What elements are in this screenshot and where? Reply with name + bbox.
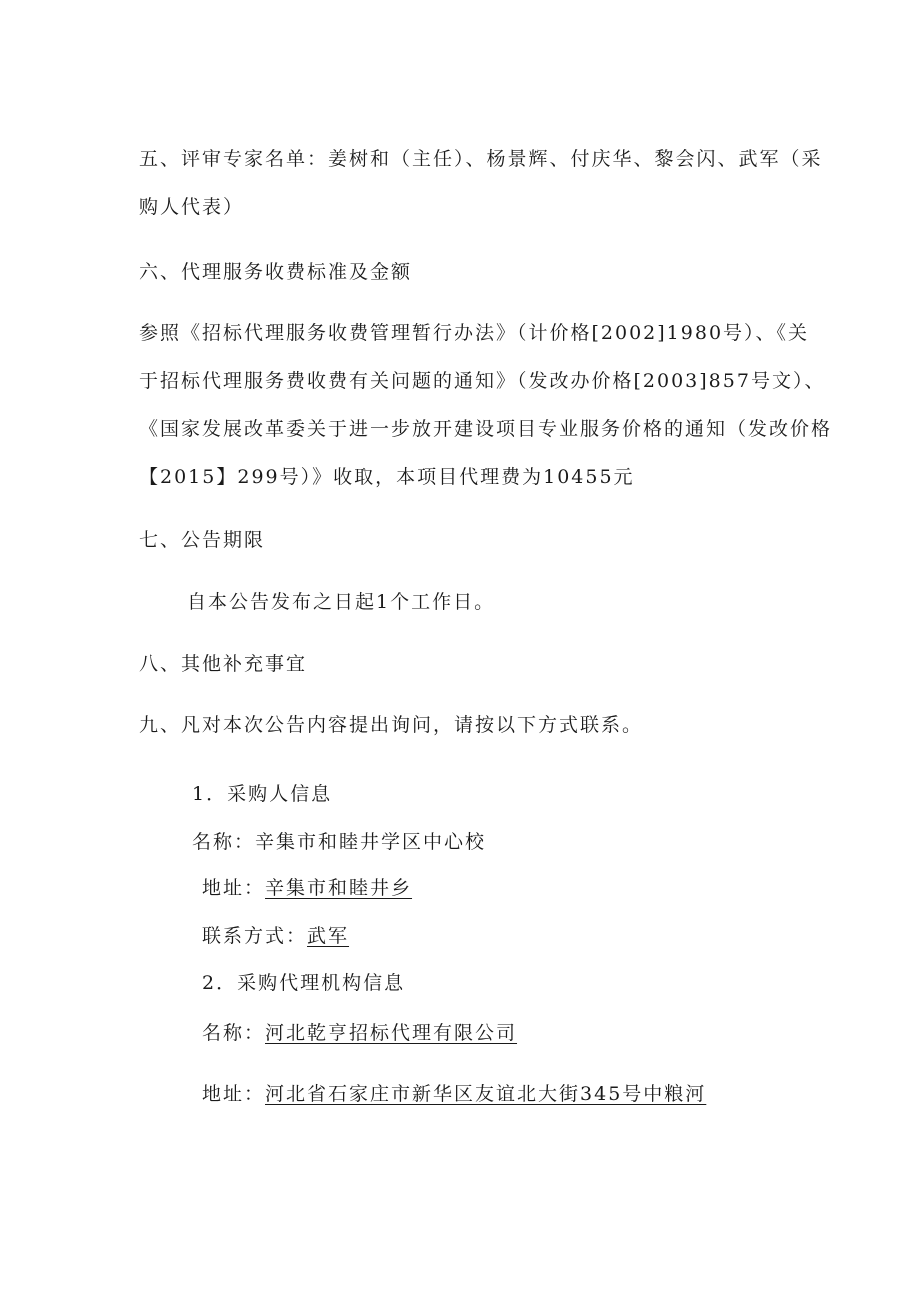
purchaser-name-value: 辛集市和睦井学区中心校: [255, 831, 487, 853]
section-6-line-2: 于招标代理服务费收费有关问题的通知》（发改办价格[2003]857号文）、: [139, 370, 826, 392]
section-8-heading: 八、其他补充事宜: [139, 653, 308, 675]
section-9-heading: 九、凡对本次公告内容提出询问，请按以下方式联系。: [139, 714, 644, 736]
purchaser-contact-label: 联系方式：: [202, 925, 308, 947]
purchaser-address-row: [202, 875, 412, 901]
purchaser-address-label: 地址：: [202, 877, 266, 899]
agency-address-label: 地址：: [202, 1083, 266, 1105]
agency-name-row: [202, 1020, 517, 1046]
section-7-body: 自本公告发布之日起1个工作日。: [187, 591, 496, 613]
section-5-line-2: 购人代表）: [139, 196, 245, 218]
section-6-line-3: 《国家发展改革委关于进一步放开建设项目专业服务价格的通知（发改价格: [139, 418, 833, 440]
section-6-line-4: 【2015】299号）》收取，本项目代理费为10455元: [139, 466, 635, 488]
purchaser-contact-value: 武军: [307, 925, 350, 947]
agency-name-value: 河北乾亨招标代理有限公司: [265, 1022, 518, 1044]
purchaser-name-label: 名称：: [192, 831, 256, 853]
purchaser-address-value: 辛集市和睦井乡: [265, 877, 413, 899]
purchaser-info-title: 1．采购人信息: [192, 783, 333, 805]
purchaser-name-row: [192, 829, 486, 855]
agency-name-label: 名称：: [202, 1022, 266, 1044]
section-5-line-1: 五、评审专家名单：姜树和（主任）、杨景辉、付庆华、黎会闪、武军（采: [139, 148, 823, 170]
purchaser-contact-row: [202, 923, 349, 949]
section-7-heading: 七、公告期限: [139, 529, 266, 551]
section-6-line-1: 参照《招标代理服务收费管理暂行办法》（计价格[2002]1980号）、《关: [139, 322, 810, 344]
agency-address-value: 河北省石家庄市新华区友谊北大街345号中粮河: [265, 1083, 707, 1105]
agency-info-title: 2．采购代理机构信息: [202, 972, 406, 994]
agency-address-row: [202, 1081, 706, 1107]
section-6-heading: 六、代理服务收费标准及金额: [139, 261, 413, 283]
